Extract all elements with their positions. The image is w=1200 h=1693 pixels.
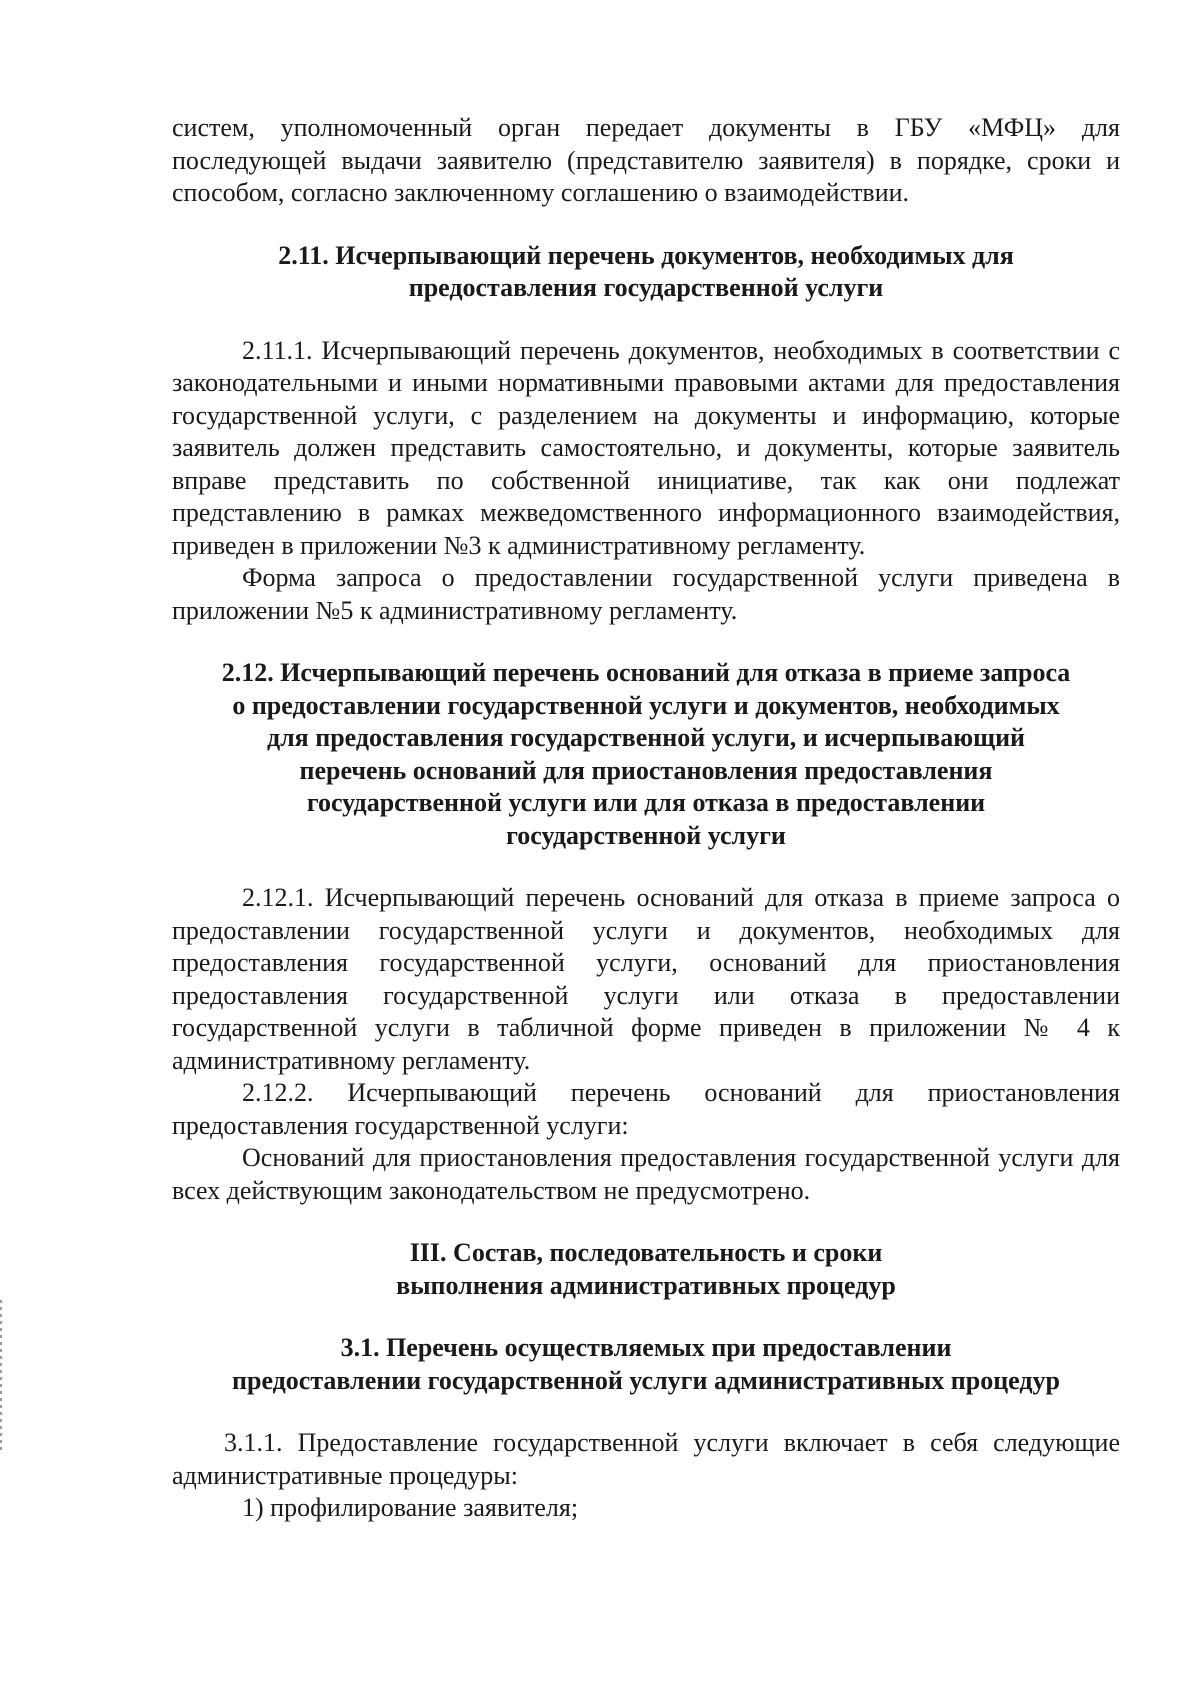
section-2-12-heading [172,657,1120,852]
section-2-11-heading [172,240,1120,305]
section-3-1-heading [172,1332,1120,1397]
section-2-12-heading-line3: для предоставления государственной услуги, и исчерпывающий [266,723,1026,752]
paragraph-3-1-1: 3.1.1. Предоставление государственной услуги включает в себя следующие административные процедуры: [172,1428,1120,1490]
section-2-11-heading-line1: 2.11. Исчерпывающий перечень документов, необходимых для [278,240,1014,270]
section-2-12-heading-line2: о предоставлении государственной услуги и документов, необходимых [232,690,1060,720]
scan-edge-mark [0,1300,2,1450]
paragraph-2-12-1: 2.12.1. Исчерпывающий перечень оснований для отказа в приеме запроса о предоставлении государственной услуги и документов, необходимых для предоставления государственной услуги, оснований для приостановления предоставления государственной услуги или отказа в предоставлении государственной услуги в табличной форме приведен в приложении № 4 к административному регламенту. [172,883,1120,1075]
document-body [172,112,1120,1525]
section-3-1-heading-line2: предоставлении государственной услуги административных процедур [232,1365,1060,1395]
paragraph-no-suspension-grounds: Оснований для приостановления предоставления государственной услуги для всех действующим законодательством не предусмотрено. [172,1143,1120,1205]
paragraph-request-form: Форма запроса о предоставлении государственной услуги приведена в приложении №5 к административному регламенту. [172,563,1120,625]
section-3-heading [172,1237,1120,1302]
section-2-12-heading-line5: государственной услуги или для отказа в предоставлении [306,788,986,817]
intro-paragraph: систем, уполномоченный орган передает документы в ГБУ «МФЦ» для последующей выдачи заявителю (представителю заявителя) в порядке, сроки и способом, согласно заключенному соглашению о взаимодействии. [172,113,1120,207]
paragraph-2-11-1: 2.11.1. Исчерпывающий перечень документов, необходимых в соответствии с законодательными и иными нормативными правовыми актами для предоставления государственной услуги, с разделением на документы и информацию, которые заявитель должен представить самостоятельно, и документы, которые заявитель вправе представить по собственной инициативе, так как они подлежат представлению в рамках межведомственного информационного взаимодействия, приведен в приложении №3 к административному регламенту. [172,335,1120,560]
section-2-12-heading-line6: государственной услуги [506,820,786,850]
section-3-heading-line2: выполнения административных процедур [396,1270,896,1300]
paragraph-2-12-2: 2.12.2. Исчерпывающий перечень оснований для приостановления предоставления государственной услуги: [172,1078,1120,1140]
section-3-heading-line1: III. Состав, последовательность и сроки [409,1238,883,1267]
section-3-1-heading-line1: 3.1. Перечень осуществляемых при предоставлении [340,1333,952,1362]
section-2-11-heading-line2: предоставления государственной услуги [408,273,884,302]
section-2-12-heading-line4: перечень оснований для приостановления предоставления [299,755,993,785]
section-2-12-heading-line1: 2.12. Исчерпывающий перечень оснований для отказа в приеме запроса [221,658,1071,687]
list-item-profiling: 1) профилирование заявителя; [242,1493,579,1522]
